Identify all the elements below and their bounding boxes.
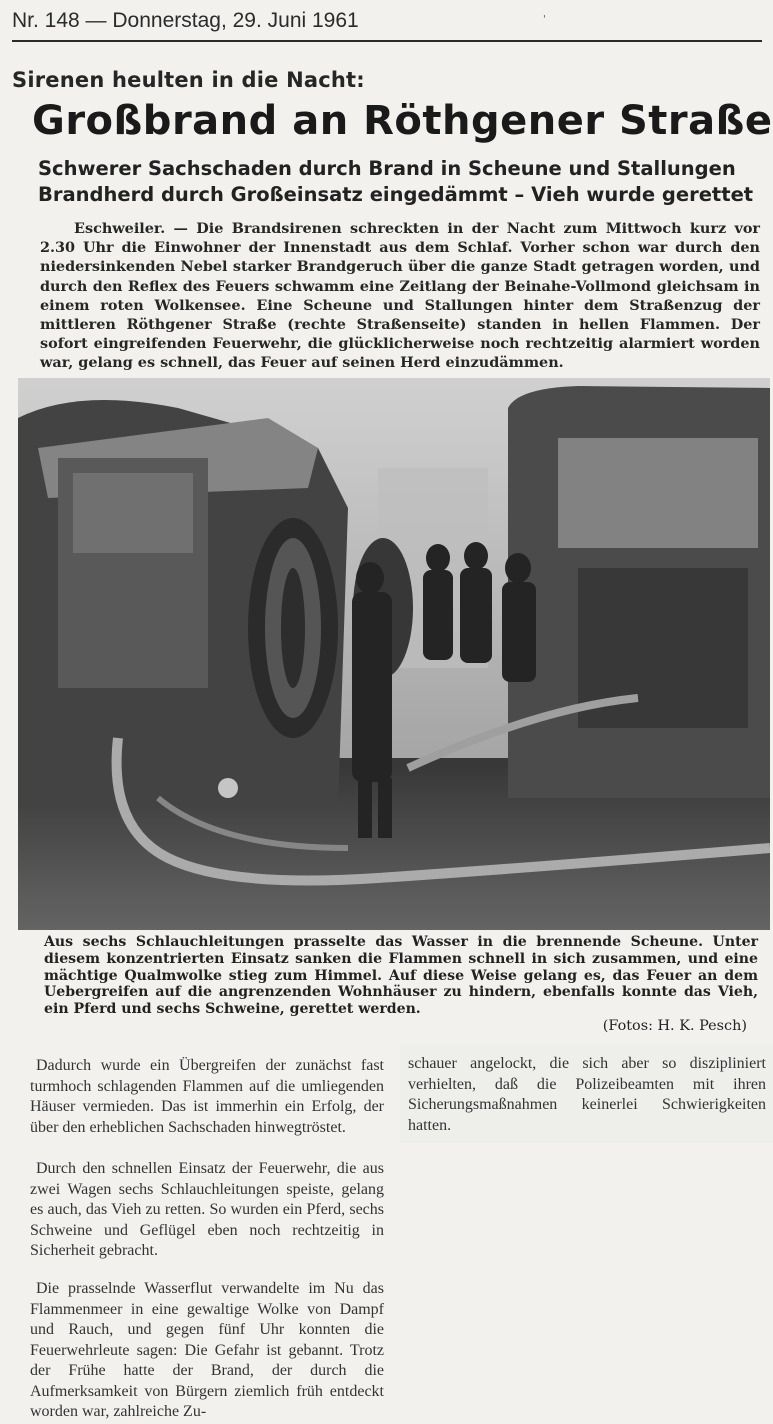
print-mark: ' bbox=[543, 14, 546, 25]
body-paragraph-4: schauer angelockt, die sich aber so diszipliniert verhielten, daß die Polizeibeamten mit ihren Sicherungsmaßnahmen keinerlei Schwierigkeiten hatten. bbox=[408, 1055, 766, 1134]
headline: Großbrand an Röthgener Straße bbox=[32, 98, 773, 144]
dateline: Nr. 148 — Donnerstag, 29. Juni 1961 bbox=[12, 6, 762, 42]
subheadline-1: Schwerer Sachschaden durch Brand in Scheune und Stallungen bbox=[38, 157, 736, 180]
body-paragraph-2: Durch den schnellen Einsatz der Feuerwehr, die aus zwei Wagen sechs Schlauchleitungen speiste, gelang es auch, das Vieh zu retten. So wurden ein Pferd, sechs Schweine und Geflügel eben noch rechtzeitig in Sicherheit gebracht. bbox=[30, 1160, 384, 1259]
lead-paragraph: Eschweiler. — Die Brandsirenen schreckten in der Nacht zum Mittwoch kurz vor 2.30 Uhr die Einwohner der Innenstadt aus dem Schlaf. Vorher schon war durch den niedersinkenden Nebel starker Brandgeruch über die ganze Stadt getragen worden, und durch den Reflex des Feuers schwamm eine Zeitlang der Beinahe-Vollmond gleichsam in einem roten Wolkensee. Eine Scheune und Stallungen hinter dem Straßenzug der mittleren Röthgener Straße (rechte Straßenseite) standen in hellen Flammen. Der sofort eingreifenden Feuerwehr, die glücklicherweise noch rechtzeitig alarmiert worden war, gelang es schnell, das Feuer auf seinen Herd einzudämmen. bbox=[40, 220, 760, 372]
fire-scene-photo bbox=[18, 378, 770, 930]
photo-caption: Aus sechs Schlauchleitungen prasselte das Wasser in die brennende Scheune. Unter diesem konzentrierten Einsatz sanken die Flammen schnell in sich zusammen, und eine mächtige Qualmwolke stieg zum Himmel. Auf diese Weise gelang es, das Feuer an dem Uebergreifen auf die angrenzenden Wohnhäuser zu hindern, ebenfalls konnte das Vieh, ein Pferd und sechs Schweine, gerettet werden. bbox=[44, 934, 758, 1018]
body-paragraph-1: Dadurch wurde ein Übergreifen der zunächst fast turmhoch schlagenden Flammen auf die umliegenden Häuser vermieden. Das ist immerhin ein Erfolg, der über den erheblichen Sachschaden hinwegtröstet. bbox=[30, 1057, 384, 1136]
kicker: Sirenen heulten in die Nacht: bbox=[12, 68, 365, 92]
subheadline-2: Brandherd durch Großeinsatz eingedämmt – Vieh wurde gerettet bbox=[38, 183, 754, 206]
body-paragraph-3: Die prasselnde Wasserflut verwandelte im Nu das Flammenmeer in eine gewaltige Wolke von Dampf und Rauch, und gegen fünf Uhr konnten die Feuerwehrleute sagen: Die Gefahr ist gebannt. Trotz der Frühe hatte der Brand, der durch die Aufmerksamkeit von Bürgern ziemlich früh entdeckt worden war, zahlreiche Zu- bbox=[30, 1280, 384, 1420]
photo-credit: (Fotos: H. K. Pesch) bbox=[602, 1018, 747, 1034]
